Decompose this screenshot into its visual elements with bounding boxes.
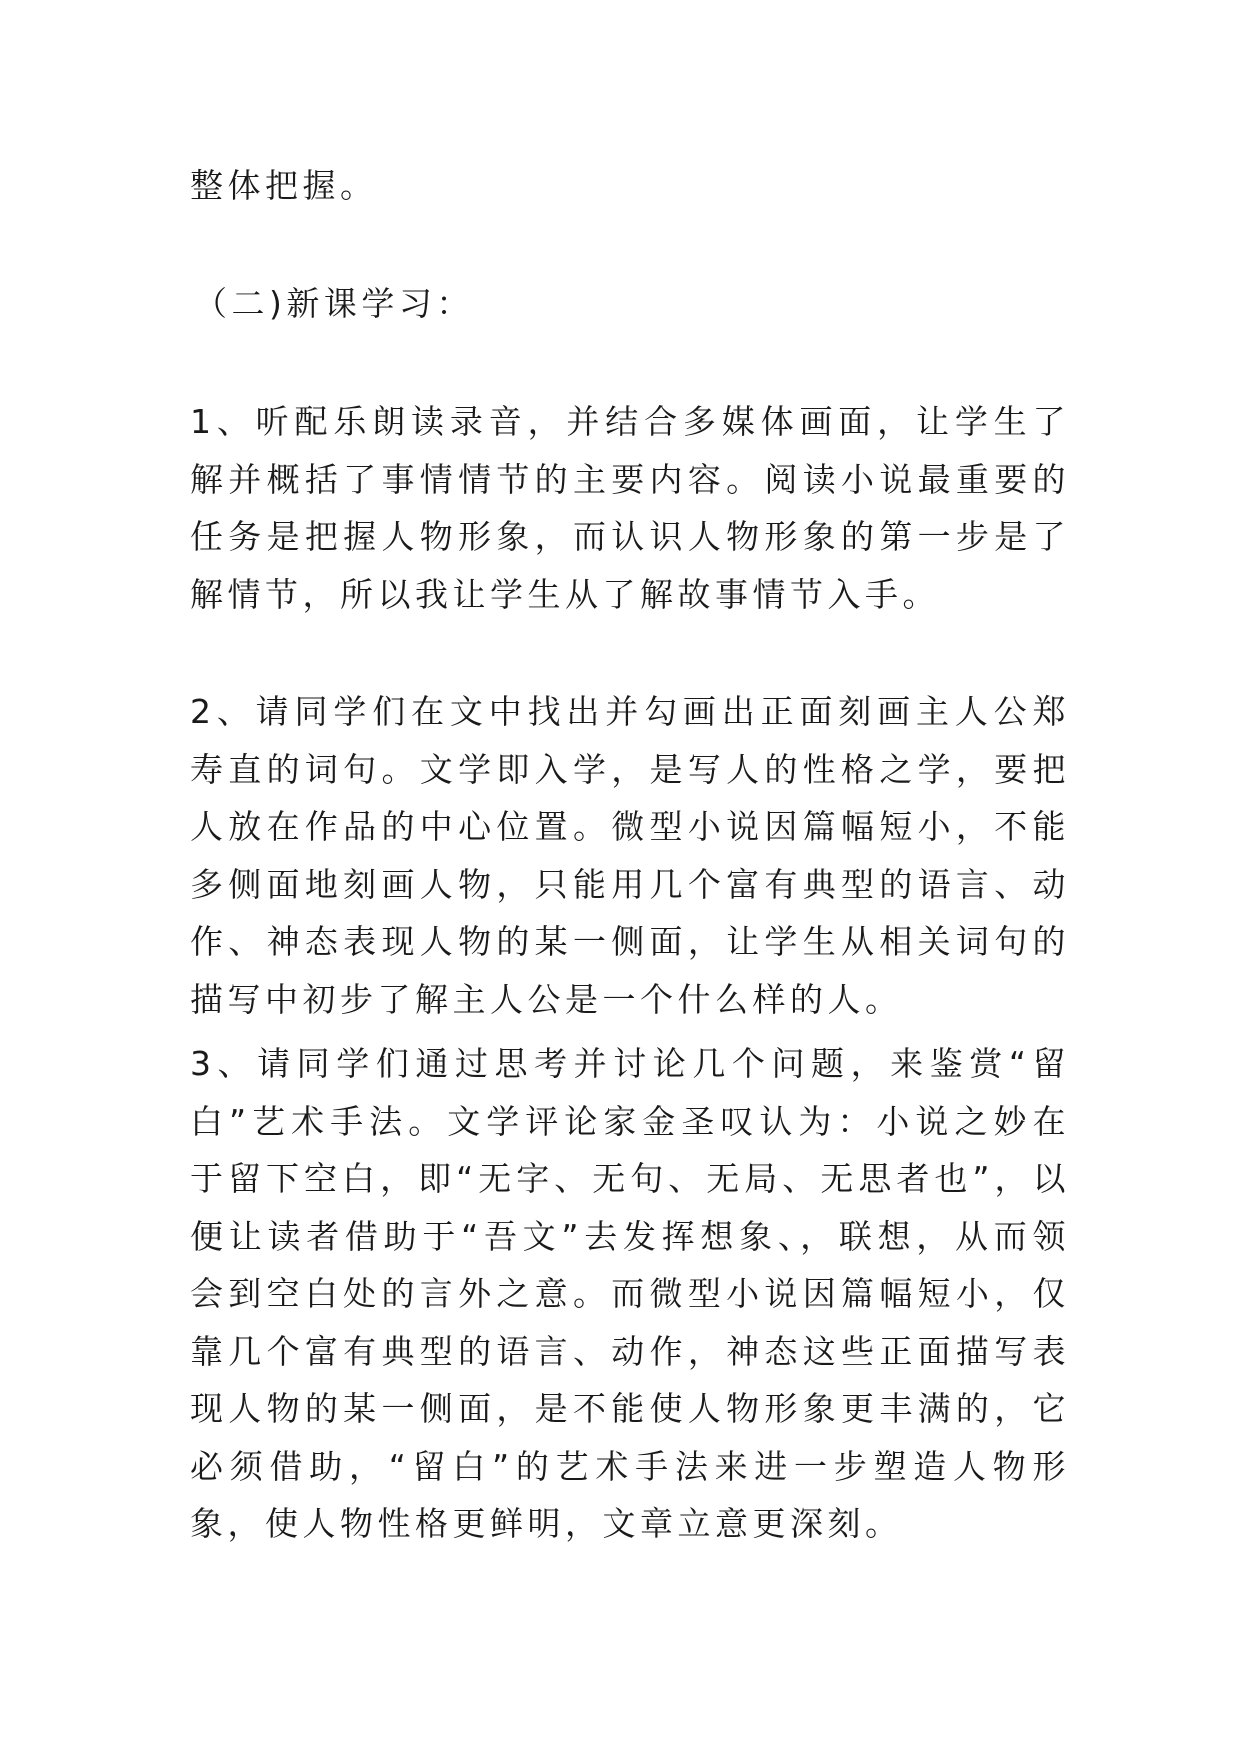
paragraph-step-3: 3、请同学们通过思考并讨论几个问题，来鉴赏“留白”艺术手法。文学评论家金圣叹认为：小说之妙在于留下空白，即“无字、无句、无局、无思者也”，以便让读者借助于“吾文”去发挥想象、，联想，从而领会到空白处的言外之意。而微型小说因篇幅短小，仅靠几个富有典型的语言、动作，神态这些正面描写表现人物的某一侧面，是不能使人物形象更丰满的，它必须借助，“留白”的艺术手法来进一步塑造人物形象，使人物性格更鲜明，文章立意更深刻。 <box>190 1044 1070 1543</box>
paragraph-step-2: 2、请同学们在文中找出并勾画出正面刻画主人公郑寿直的词句。文学即入学，是写人的性格之学，要把人放在作品的中心位置。微型小说因篇幅短小，不能多侧面地刻画人物，只能用几个富有典型的语言、动作、神态表现人物的某一侧面，让学生从相关词句的描写中初步了解主人公是一个什么样的人。 <box>190 692 1070 1019</box>
paragraph-continuation: 整体把握。 <box>190 166 378 205</box>
section-heading: （二)新课学习： <box>194 284 474 323</box>
paragraph-step-1: 1、听配乐朗读录音，并结合多媒体画面，让学生了解并概括了事情情节的主要内容。阅读小说最重要的任务是把握人物形象，而认识人物形象的第一步是了解情节，所以我让学生从了解故事情节入手。 <box>190 402 1070 614</box>
